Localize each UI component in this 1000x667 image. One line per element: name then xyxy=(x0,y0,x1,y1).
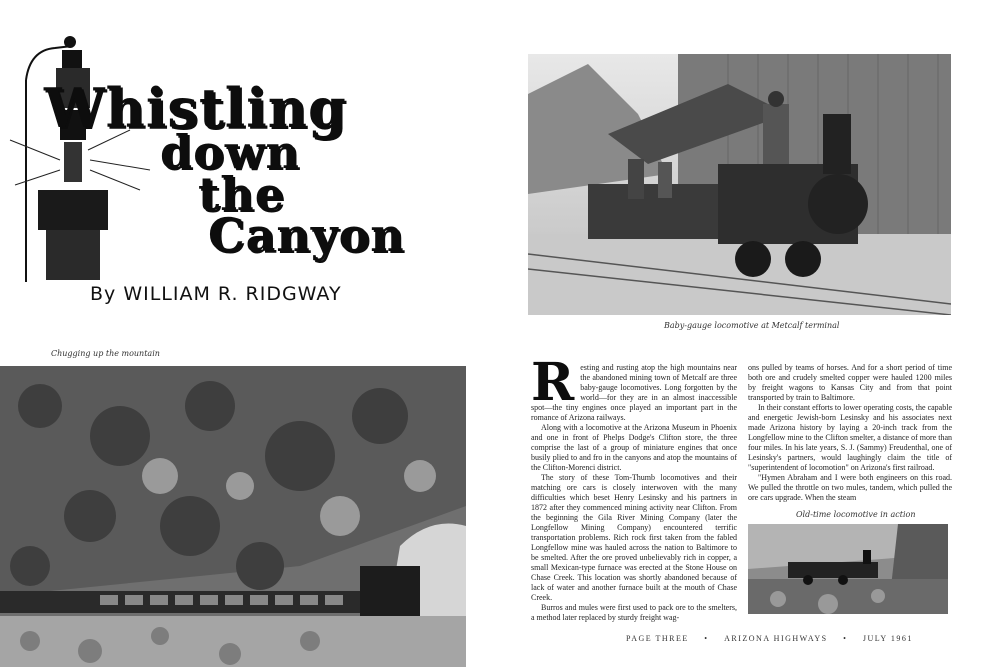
photo-chugging-mountain xyxy=(0,366,466,667)
article-paragraph: In their constant efforts to lower operating costs, the capable and energetic Jewish-born Lesinsky and his associates next made Arizona history by laying a 20-inch track from the Longfellow mine to the Clifton smelter, a distance of more than four miles. In his late years, S. J. (Sammy) Freudenthal, one of Lesinsky's partners, would laughingly claim the title of "superintendent of locomotion" on Arizona's first railroad. xyxy=(748,403,952,472)
title-line-4: Canyon xyxy=(208,208,405,262)
article-paragraph: Burros and mules were first used to pack ore to the smelters, a method later replaced by sturdy freight wag- xyxy=(531,603,737,622)
title-line-2: down xyxy=(160,125,300,179)
page-footer xyxy=(620,634,919,643)
footer-magazine: ARIZONA HIGHWAYS xyxy=(724,634,828,643)
caption-metcalf: Baby-gauge locomotive at Metcalf terminal xyxy=(664,321,840,330)
whistle-tower-illustration xyxy=(0,20,160,290)
article-paragraph: "Hymen Abraham and I were both engineers on this road. We pulled the throttle on two mules, tandem, which pulled the ore cars upgrade. When the steam xyxy=(748,473,952,502)
dropcap: R xyxy=(531,352,575,413)
photo-old-time-locomotive xyxy=(748,524,948,614)
article-column-2 xyxy=(748,363,952,503)
title-line-1: Whistling xyxy=(44,76,347,140)
article-paragraph: ons pulled by teams of horses. And for a short period of time both ore and crudely smelted copper were hauled 1200 miles by freight wagons to Kansas City and from that point transported by train to Baltimore. xyxy=(748,363,952,402)
footer-date: JULY 1961 xyxy=(862,634,913,643)
caption-chugging: Chugging up the mountain xyxy=(51,349,160,358)
title-line-3: the xyxy=(198,167,285,221)
byline: By WILLIAM R. RIDGWAY xyxy=(90,283,342,305)
footer-separator: • xyxy=(704,634,709,643)
footer-page: PAGE THREE xyxy=(626,634,689,643)
caption-old-time: Old-time locomotive in action xyxy=(796,510,916,519)
article-paragraph: esting and rusting atop the high mountains near the abandoned mining town of Metcalf are three baby-gauge locomotives. Long forgotten by the world—for they are in an almost inaccessible spot—the tiny engines once played an important part in the romance of Arizona railways. xyxy=(531,363,737,422)
photo-metcalf-locomotive xyxy=(528,54,951,315)
footer-separator: • xyxy=(843,634,848,643)
article-column-1 xyxy=(531,352,737,623)
article-paragraph: The story of these Tom-Thumb locomotives and their matching ore cars is closely interwoven with the many difficulties which beset Henry Lesinsky and his partners in 1872 after they commenced mining activity near Clifton. From the beginning the Gila River Mining Company (later the Longfellow Mining Company) encountered terrific transportation problems. Rich rock first taken from the fabled Longfellow mine was hauled across the nation to Baltimore to be smelted. After the ore proved unbelievably rich in copper, a small Mexican-type furnace was erected at the Stone House on Chase Creek. This location was shortly abandoned because of lack of water and another furnace built at the mouth of Chase Creek. xyxy=(531,473,737,602)
article-paragraph: Along with a locomotive at the Arizona Museum in Phoenix and one in front of Phelps Dodge's Clifton store, the three comprise the last of a group of miniature engines that once busily plied to and fro in the canyons and atop the mountains of the Clifton-Morenci district. xyxy=(531,423,737,472)
